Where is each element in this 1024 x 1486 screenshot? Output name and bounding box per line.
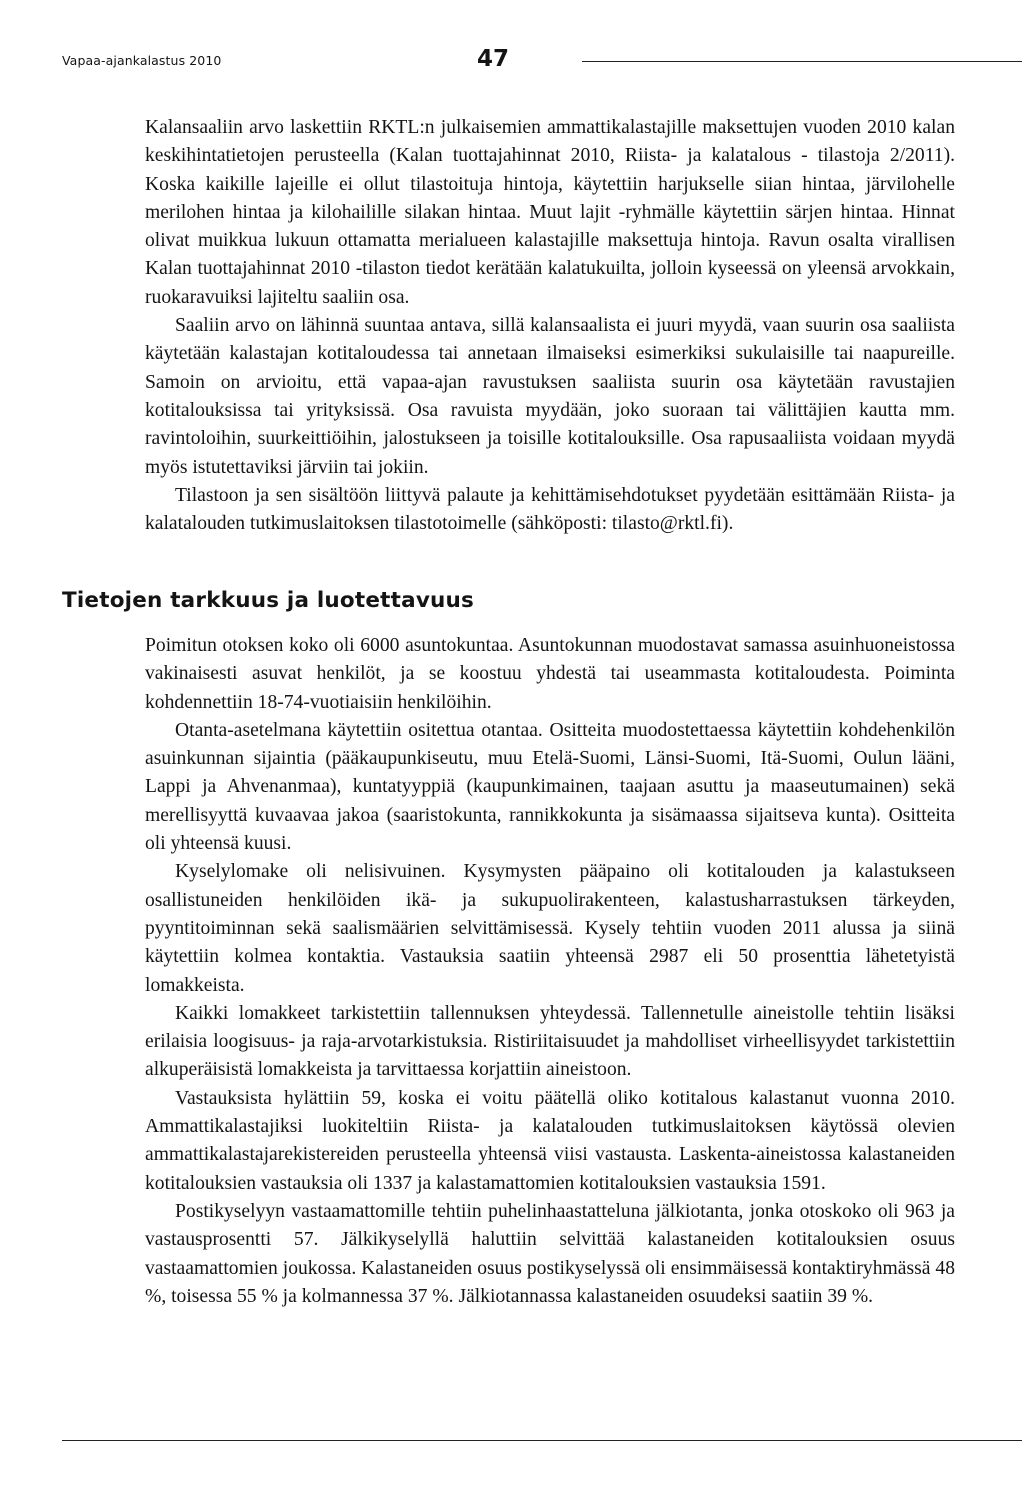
paragraph: Poimitun otoksen koko oli 6000 asuntokuntaa. Asuntokunnan muodostavat samassa asuinhuoneistossa vakinaisesti asuvat henkilöt, ja se koostuu yhdestä tai useammasta kotitaloudesta. Poiminta kohdennettiin 18-74-vuotiaisiin henkilöihin. [145, 635, 955, 713]
section-text [145, 632, 955, 1311]
header-rule [582, 61, 1022, 62]
paragraph: Kyselylomake oli nelisivuinen. Kysymysten pääpaino oli kotitalouden ja kalastukseen osallistuneiden henkilöiden ikä- ja sukupuolirakenteen, kalastusharrastuksen tärkeyden, pyyntitoiminnan sekä saalismäärien selvittämisessä. Kysely tehtiin vuoden 2011 alussa ja siinä käytettiin kolmea kontaktia. Vastauksia saatiin yhteensä 2987 eli 50 prosenttia lähetetyistä lomakkeista. [145, 861, 955, 996]
paragraph: Otanta-asetelmana käytettiin ositettua otantaa. Ositteita muodostettaessa käytettiin kohdehenkilön asuinkunnan sijaintia (pääkaupunkiseutu, muu Etelä-Suomi, Länsi-Suomi, Itä-Suomi, Oulun lääni, Lappi ja Ahvenanmaa), kuntatyyppiä (kaupunkimainen, taajaan asuttu ja maaseutumainen) sekä merellisyyttä kuvaavaa jakoa (saaristokunta, rannikkokunta ja sisämaassa sijaitseva kunta). Ositteita oli yhteensä kuusi. [145, 719, 955, 855]
paragraph: Kaikki lomakkeet tarkistettiin tallennuksen yhteydessä. Tallennetulle aineistolle tehtiin lisäksi erilaisia loogisuus- ja raja-arvotarkistuksia. Ristiriitaisuudet ja mahdolliset virheellisyydet tarkistettiin alkuperäisistä lomakkeista ja tarvittaessa korjattiin aineistoon. [145, 1002, 955, 1081]
page-header [62, 46, 1022, 74]
paragraph: Tilastoon ja sen sisältöön liittyvä palaute ja kehittämisehdotukset pyydetään esittämään Riista- ja kalatalouden tutkimuslaitoksen tilastotoimelle (sähköposti: tilasto@rktl.fi). [145, 484, 955, 535]
paragraph: Kalansaaliin arvo laskettiin RKTL:n julkaisemien ammattikalastajille maksettujen vuoden 2010 kalan keskihintatietojen perusteella (Kalan tuottajahinnat 2010, Riista- ja kalatalous - tilastoja 2/2011). Koska kaikille lajeille ei ollut tilastoituja hintoja, käytettiin harjukselle siian hintaa, järvilohelle merilohen hintaa ja kilohailille silakan hintaa. Muut lajit -ryhmälle käytettiin särjen hintaa. Hinnat olivat muikkua lukuun ottamatta merialueen kalastajille maksettuja hintoja. Ravun osalta virallisen Kalan tuottajahinnat 2010 -tilaston tiedot kerätään kalatukuilta, jolloin kyseessä on yleensä arvokkain, ruokaravuiksi lajiteltu saaliin osa. [145, 117, 955, 308]
paragraph: Postikyselyyn vastaamattomille tehtiin puhelinhaastatteluna jälkiotanta, jonka otoskoko oli 963 ja vastausprosentti 57. Jälkikyselyllä haluttiin selvittää kalastaneiden kotitalouksien osuus vastaamattomien joukossa. Kalastaneiden osuus postikyselyssä oli ensimmäisessä kontaktiryhmässä 48 %, toisessa 55 % ja kolmannessa 37 %. Jälkiotannassa kalastaneiden osuudeksi saatiin 39 %. [145, 1200, 955, 1307]
section-heading: Tietojen tarkkuus ja luotettavuus [62, 588, 475, 613]
running-head: Vapaa-ajankalastus 2010 [62, 53, 222, 68]
paragraph: Saaliin arvo on lähinnä suuntaa antava, sillä kalansaalista ei juuri myydä, vaan suurin osa saaliista käytetään kalastajan kotitaloudessa tai annetaan ilmaiseksi esimerkiksi sukulaisille tai naapureille. Samoin on arvioitu, että vapaa-ajan ravustuksen saaliista suurin osa käytetään ravustajien kotitalouksissa tai yrityksissä. Osa ravuista myydään, joko suoraan tai välittäjien kautta mm. ravintoloihin, suurkeittiöihin, jalostukseen ja toisille kotitalouksille. Osa rapusaaliista voidaan myydä myös istutettaviksi järviin tai jokiin. [145, 315, 955, 478]
intro-text [145, 114, 955, 538]
paragraph: Vastauksista hylättiin 59, koska ei voitu päätellä oliko kotitalous kalastanut vuonna 2010. Ammattikalastajiksi luokiteltiin Riista- ja kalatalouden tutkimuslaitoksen käytössä olevien ammattikalastajarekistereiden perusteella yhteensä viisi vastausta. Laskenta-aineistossa kalastaneiden kotitalouksien vastauksia oli 1337 ja kalastamattomien kotitalouksien vastauksia 1591. [145, 1087, 955, 1194]
page-number: 47 [477, 46, 510, 72]
footer-rule [62, 1440, 1022, 1441]
